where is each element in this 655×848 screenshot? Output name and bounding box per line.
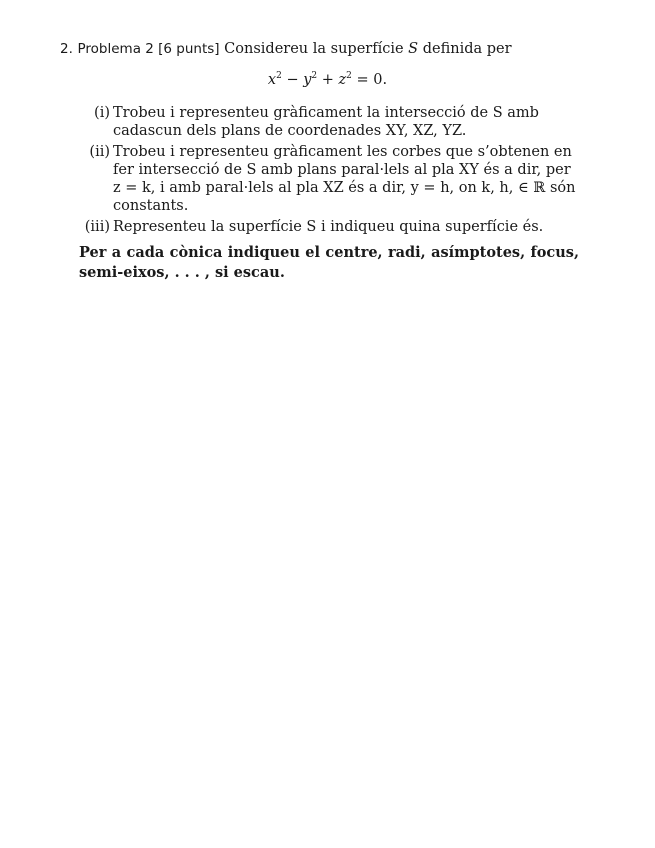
task-label: (iii) — [84, 219, 110, 235]
problem-label: Problema 2 [6 punts] — [77, 41, 220, 57]
task-item — [80, 143, 580, 215]
surface-equation: $x^2 - y^2 + z^2 = 0$. — [267, 71, 388, 88]
task-item — [80, 104, 580, 140]
task-item — [80, 218, 580, 236]
problem-intro-end: definida per — [422, 41, 512, 57]
task-text: Representeu la superfície S i indiqueu quina superfície és. — [113, 219, 544, 235]
problem-header — [60, 40, 600, 58]
task-text: Trobeu i representeu gràficament la intersecció de S amb cadascun dels plans de coordenades XY, XZ, YZ. — [113, 105, 539, 139]
problem-number: 2. — [60, 41, 73, 57]
task-label: (ii) — [89, 144, 110, 160]
problem-intro: Considereu la superfície — [224, 41, 404, 57]
task-label: (i) — [94, 105, 110, 121]
task-text: Trobeu i representeu gràficament les corbes que s’obtenen en fer intersecció de S amb plans paral·lels al pla XY és a dir, per z = k, i amb paral·lels al pla XZ és a dir, y = h, on k, h, ∈ ℝ són constants. — [113, 144, 576, 214]
surface-symbol: S — [408, 41, 419, 57]
task-list — [80, 104, 580, 239]
closing-instruction: Per a cada cònica indiqueu el centre, radi, asímptotes, focus, semi-eixos, . . . , si escau. — [79, 244, 579, 281]
